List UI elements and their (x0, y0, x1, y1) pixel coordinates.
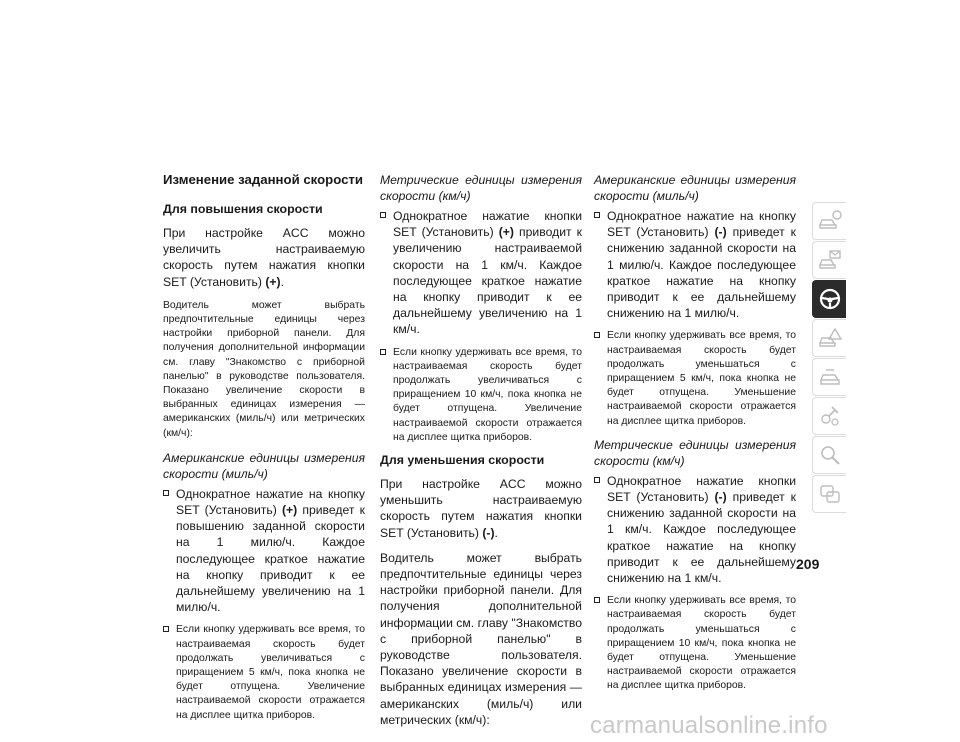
units-note-2: Водитель может выбрать предпочтительные единицы через настройки приборной панели. Для получения дополнительной информации см. главу "Знакомство с приборной панелью" в руководстве пользователя. Показано увеличение скорости в выбранных единицах измерения — американских (миль/ч) или метрических (км/ч): (380, 550, 582, 727)
list-item: Если кнопку удерживать все время, то настраиваемая скорость будет продолжать увеличиваться с приращением 10 км/ч, пока кнопка не будет отпущена. Увеличение настраиваемой скорости отражается на дисплее щитка приборов. (380, 346, 582, 445)
section-heading: Изменение заданной скорости (163, 172, 363, 187)
checkbox-bullet-icon (594, 597, 600, 603)
list-item: Однократное нажатие на кнопку SET (Установить) (+) приведет к повышению заданной скорости на 1 милю/ч. Каждое последующее краткое нажатие на кнопку приводит к ее дальнейшему увеличению на 1 милю/ч. (163, 486, 365, 616)
car-service-icon (817, 364, 843, 390)
list-item: Однократное нажатие на кнопку SET (Установить) (-) приведет к снижению заданной скорости на 1 милю/ч. Каждое последующее краткое нажатие на кнопку приводит к ее дальнейшему снижению на 1 милю/ч. (594, 208, 796, 321)
checkbox-bullet-icon (163, 626, 169, 632)
column-2 (380, 172, 582, 737)
checkbox-bullet-icon (380, 349, 386, 355)
car-warning-icon (817, 325, 843, 351)
checkbox-bullet-icon (594, 477, 600, 483)
decrease-speed-heading: Для уменьшения скорости (380, 453, 545, 468)
language-icon (817, 481, 843, 507)
list-item: Однократное нажатие кнопки SET (Установить) (-) приведет к снижению заданной скорости на 1 км/ч. Каждое последующее краткое нажатие на кнопку приводит к ее дальнейшему снижению на 1 км/ч. (594, 473, 796, 586)
us-units-heading-2: Американские единицы измерения скорости (миль/ч) (594, 173, 796, 203)
watermark: carmanualsonline.info (590, 712, 828, 739)
tab-index[interactable] (812, 436, 846, 474)
decrease-speed-paragraph: При настройке ACC можно уменьшить настраиваемую скорость путем нажатия кнопки SET (Установить) (-). (380, 477, 582, 540)
tab-maintenance[interactable] (812, 397, 846, 435)
column-1 (163, 172, 365, 731)
checkbox-bullet-icon (594, 332, 600, 338)
checkbox-bullet-icon (163, 490, 169, 496)
metric-units-heading-2: Метрические единицы измерения скорости (км/ч) (594, 437, 796, 468)
tab-car-service[interactable] (812, 358, 846, 396)
list-item: Однократное нажатие кнопки SET (Установить) (+) приводит к увеличению настраиваемой скорости на 1 км/ч. Каждое последующее краткое нажатие на кнопку приводит к ее дальнейшему увеличению на 1 км/ч. (380, 208, 582, 338)
wrench-gear-icon (817, 403, 843, 429)
tab-language[interactable] (812, 475, 846, 513)
tab-car-info[interactable] (812, 202, 846, 240)
car-mail-icon (817, 247, 843, 273)
magnifier-icon (817, 442, 843, 468)
metric-units-heading: Метрические единицы измерения скорости (км/ч) (380, 173, 582, 203)
list-item: Если кнопку удерживать все время, то настраиваемая скорость будет продолжать уменьшаться с приращением 5 км/ч, пока кнопка не будет отпущена. Уменьшение настраиваемой скорости отражается на дисплее щитка приборов. (594, 329, 796, 428)
column-3 (594, 172, 796, 702)
increase-speed-heading: Для повышения скорости (163, 202, 323, 216)
page-number: 209 (796, 556, 820, 572)
tab-car-warning[interactable] (812, 319, 846, 357)
checkbox-bullet-icon (594, 212, 600, 218)
us-units-heading: Американские единицы измерения скорости (миль/ч) (163, 450, 365, 481)
car-info-icon (817, 208, 843, 234)
chapter-tabs (812, 202, 846, 514)
steering-wheel-icon (817, 286, 843, 312)
units-note: Водитель может выбрать предпочтительные единицы через настройки приборной панели. Для получения дополнительной информации см. главу "Знакомство с приборной панелью" в руководстве пользователя. Показано увеличение скорости в выбранных единицах измерения — американских (миль/ч) или метрических (км/ч): (163, 299, 365, 439)
tab-steering[interactable] (812, 280, 846, 318)
increase-speed-paragraph: При настройке ACC можно увеличить настраиваемую скорость путем нажатия кнопки SET (Установить) (+). (163, 226, 365, 289)
checkbox-bullet-icon (380, 212, 386, 218)
list-item: Если кнопку удерживать все время, то настраиваемая скорость будет продолжать увеличиваться с приращением 5 км/ч, пока кнопка не будет отпущена. Увеличение настраиваемой скорости отражается на дисплее щитка приборов. (163, 623, 365, 722)
tab-car-mail[interactable] (812, 241, 846, 279)
list-item: Если кнопку удерживать все время, то настраиваемая скорость будет продолжать уменьшаться с приращением 10 км/ч, пока кнопка не будет отпущена. Уменьшение настраиваемой скорости отражается на дисплее щитка приборов. (594, 594, 796, 693)
